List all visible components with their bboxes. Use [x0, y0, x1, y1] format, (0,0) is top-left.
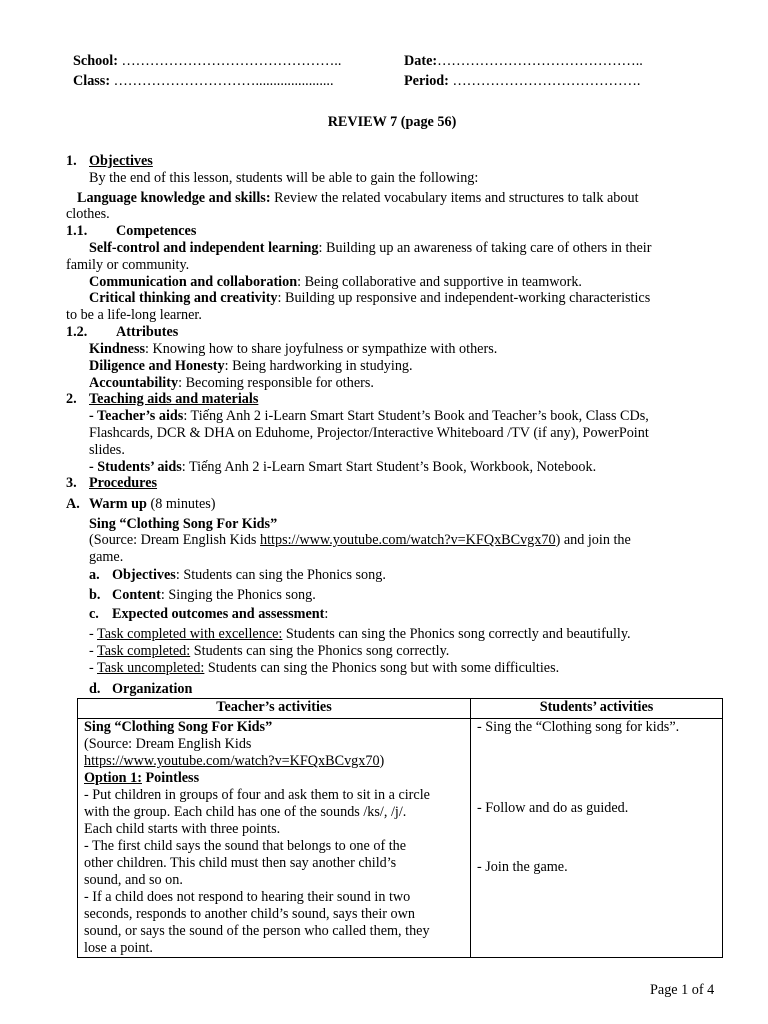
student-activity-1: - Sing the “Clothing song for kids”.: [477, 719, 680, 735]
warmup-organization: d. Organization: [89, 681, 193, 697]
table-source-link[interactable]: https://www.youtube.com/watch?v=KFQxBCvgx70: [84, 753, 380, 769]
task-uncompleted: - Task uncompleted: Students can sing the Phonics song but with some difficulties.: [89, 660, 560, 676]
class-dots: …………………………......................: [113, 73, 334, 89]
language-skills-cont: clothes.: [66, 206, 110, 222]
self-control: Self-control and independent learning: Building up an awareness of taking care of others in their: [89, 240, 652, 256]
students-activities-cell: [471, 719, 723, 958]
source-link[interactable]: https://www.youtube.com/watch?v=KFQxBCvgx70: [260, 532, 556, 548]
objectives-intro: By the end of this lesson, students will be able to gain the following:: [89, 170, 479, 186]
teachers-aids-cont: Flashcards, DCR & DHA on Eduhome, Projector/Interactive Whiteboard /TV (if any), PowerPoint: [89, 425, 649, 441]
song-title: Sing “Clothing Song For Kids”: [89, 516, 278, 532]
section-objectives-heading: 1. Objectives: [66, 153, 153, 169]
table-header-row: [78, 699, 723, 719]
task-completed: - Task completed: Students can sing the Phonics song correctly.: [89, 643, 450, 659]
period-dots: ………………………………….: [452, 73, 641, 89]
class-field: [73, 73, 334, 90]
school-field: [73, 53, 341, 70]
page-title: REVIEW 7 (page 56): [327, 114, 457, 130]
class-label: Class:: [73, 73, 111, 89]
period-label: Period:: [404, 73, 449, 89]
accountability: Accountability: Becoming responsible for others.: [89, 375, 374, 391]
warmup-content: b. Content: Singing the Phonics song.: [89, 587, 316, 603]
task-excellence: - Task completed with excellence: Students can sing the Phonics song correctly and beautifully.: [89, 626, 631, 642]
song-source: (Source: Dream English Kids https://www.youtube.com/watch?v=KFQxBCvgx70) and join the: [89, 532, 631, 548]
critical-thinking: Critical thinking and creativity: Building up responsive and independent-working characteristics: [89, 290, 651, 306]
communication: Communication and collaboration: Being collaborative and supportive in teamwork.: [89, 274, 582, 290]
teachers-aids-cont2: slides.: [89, 442, 125, 458]
student-activity-2: - Follow and do as guided.: [477, 800, 629, 816]
school-dots: ………………………………………..: [121, 53, 342, 69]
date-dots: ……………………………………..: [437, 53, 643, 69]
warmup-objectives: a. Objectives: Students can sing the Phonics song.: [89, 567, 386, 583]
teachers-aids: - Teacher’s aids: Tiếng Anh 2 i-Learn Smart Start Student’s Book and Teacher’s book, Class CDs,: [89, 408, 649, 424]
kindness: Kindness: Knowing how to share joyfulness or sympathize with others.: [89, 341, 498, 357]
section-teaching-aids-heading: 2. Teaching aids and materials: [66, 391, 259, 407]
date-label: Date:: [404, 53, 438, 69]
language-skills: Language knowledge and skills: Review the related vocabulary items and structures to talk about: [77, 190, 639, 206]
students-activities-header: Students’ activities: [471, 699, 723, 719]
teachers-activities-cell: Sing “Clothing Song For Kids” (Source: Dream English Kids https://www.youtube.com/watch?v=KFQxBCvgx70) Option 1: Pointless - Put children in groups of four and ask them to sit in a circle with the group. Each child has one of the sounds /ks/, /j/. Each child starts with three points. - The first child says the sound that belongs to one of the other children. This child must then say another child’s sound, and so on. - If a child does not respond to hearing their sound in two seconds, responds to another child’s sound, says their own sound, or says the sound of the person who called them, they lose a point.: [78, 719, 471, 958]
students-aids: - Students’ aids: Tiếng Anh 2 i-Learn Smart Start Student’s Book, Workbook, Notebook.: [89, 459, 597, 475]
warmup-expected-outcomes: c. Expected outcomes and assessment:: [89, 606, 329, 622]
organization-table: [77, 698, 723, 958]
teachers-activities-header: Teacher’s activities: [78, 699, 471, 719]
diligence: Diligence and Honesty: Being hardworking in studying.: [89, 358, 413, 374]
table-row: [78, 719, 723, 958]
date-field: [404, 53, 643, 70]
critical-thinking-cont: to be a life-long learner.: [66, 307, 202, 323]
student-activity-3: - Join the game.: [477, 859, 568, 875]
page-number: Page 1 of 4: [650, 982, 715, 998]
period-field: [404, 73, 640, 90]
attributes-heading: 1.2. Attributes: [66, 324, 179, 340]
warmup-heading: A. Warm up (8 minutes): [66, 496, 216, 512]
competences-heading: 1.1. Competences: [66, 223, 197, 239]
self-control-cont: family or community.: [66, 257, 190, 273]
school-label: School:: [73, 53, 118, 69]
section-procedures-heading: 3. Procedures: [66, 475, 158, 491]
song-source-cont: game.: [89, 549, 124, 565]
